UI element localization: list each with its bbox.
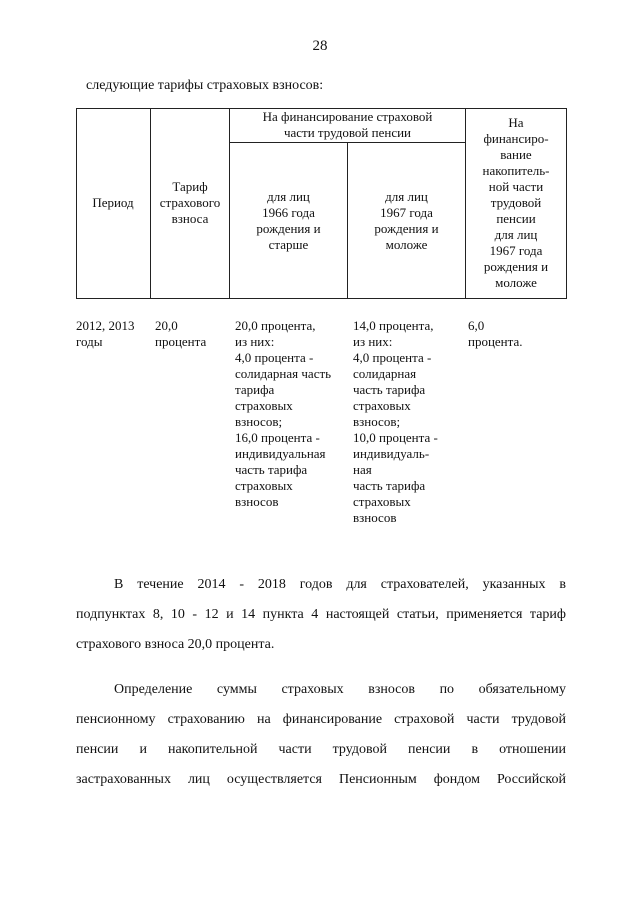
header-tariff-line: страхового [159, 195, 221, 210]
header-born-1966-older [230, 143, 347, 298]
header-funded-line: накопитель- [482, 163, 550, 178]
cell-tariff [155, 318, 206, 350]
cell-older [235, 318, 331, 510]
cell-line: взносов; [235, 414, 283, 429]
header-tariff-line: взноса [171, 211, 209, 226]
header-funded-line: рождения и [483, 259, 549, 274]
cell-line: взносов [235, 494, 279, 509]
header-tariff [151, 108, 229, 298]
header-funded-line: финансиро- [483, 131, 549, 146]
table-border-right [566, 108, 567, 299]
cell-line: 14,0 процента, [353, 318, 434, 333]
header-funded-line: вание [500, 147, 532, 162]
header-funded-line: На [508, 115, 524, 130]
header-insurance-line: части трудовой пенсии [283, 125, 412, 140]
cell-line: часть тарифа [353, 478, 426, 493]
cell-line: 16,0 процента - [235, 430, 320, 445]
intro-text: следующие тарифы страховых взносов: [86, 78, 324, 93]
cell-funded [468, 318, 523, 350]
header-1967-line: моложе [385, 236, 428, 252]
cell-line: солидарная [353, 366, 417, 381]
paragraph-line: страхового взноса 20,0 процента. [76, 637, 275, 652]
cell-line: процента [155, 334, 207, 349]
header-funded-line: моложе [495, 275, 537, 290]
cell-line: взносов [353, 510, 397, 525]
cell-line: индивидуальная [235, 446, 326, 461]
paragraph-line: Определение суммы страховых взносов по обязательному [114, 682, 566, 697]
cell-line: 4,0 процента - [353, 350, 432, 365]
header-1967-line: рождения и [374, 220, 439, 236]
header-1966-line: рождения и [256, 220, 321, 236]
header-funded-line: ной части [488, 179, 544, 194]
cell-line: 2012, 2013 [76, 318, 135, 333]
paragraph-line: В течение 2014 - 2018 годов для страхователей, указанных в [114, 577, 566, 592]
paragraph-tariff-2014-2018 [76, 570, 566, 660]
cell-line: страховых [235, 478, 293, 493]
header-funded-line: для лиц [494, 227, 538, 242]
cell-line: 6,0 [468, 318, 485, 333]
cell-line: годы [76, 334, 103, 349]
cell-period [76, 318, 135, 350]
header-funded-line: 1967 года [489, 243, 543, 258]
cell-line: 20,0 [155, 318, 178, 333]
cell-line: часть тарифа [353, 382, 426, 397]
header-1966-line: для лиц [267, 188, 310, 204]
cell-line: 4,0 процента - [235, 350, 314, 365]
paragraph-contribution-determination [76, 675, 566, 795]
cell-line: тарифа [235, 382, 275, 397]
cell-line: страховых [353, 398, 411, 413]
cell-line: ная [353, 462, 372, 477]
header-period [76, 108, 150, 298]
header-insurance-group [230, 108, 465, 142]
cell-line: страховых [235, 398, 293, 413]
cell-line: часть тарифа [235, 462, 308, 477]
header-1966-line: старше [268, 236, 309, 252]
cell-line: индивидуаль- [353, 446, 430, 461]
paragraph-line: подпунктах 8, 10 - 12 и 14 пункта 4 настоящей статьи, применяется тариф [76, 607, 566, 622]
header-1967-line: для лиц [385, 188, 428, 204]
paragraph-line: застрахованных лиц осуществляется Пенсионным фондом Российской [76, 772, 566, 787]
page-number: 28 [312, 38, 328, 54]
header-tariff-line: Тариф [172, 179, 208, 194]
header-1967-line: 1967 года [380, 204, 433, 220]
header-period-text: Период [92, 195, 134, 210]
paragraph-line: пенсионному страхованию на финансирование страховой части трудовой [76, 712, 566, 727]
cell-line: солидарная часть [235, 366, 332, 381]
paragraph-line: пенсии и накопительной части трудовой пенсии в отношении [76, 742, 566, 757]
header-born-1967-younger [348, 143, 465, 298]
header-funded-line: трудовой [490, 195, 542, 210]
cell-line: 10,0 процента - [353, 430, 438, 445]
header-funded-line: пенсии [496, 211, 536, 226]
cell-line: взносов; [353, 414, 401, 429]
tariff-table [76, 108, 567, 298]
cell-line: процента. [468, 334, 523, 349]
cell-line: из них: [353, 334, 393, 349]
cell-line: страховых [353, 494, 411, 509]
cell-line: 20,0 процента, [235, 318, 316, 333]
cell-younger [353, 318, 438, 526]
header-insurance-line: На финансирование страховой [262, 109, 433, 124]
cell-line: из них: [235, 334, 275, 349]
header-funded-part [466, 108, 566, 298]
header-1966-line: 1966 года [262, 204, 315, 220]
